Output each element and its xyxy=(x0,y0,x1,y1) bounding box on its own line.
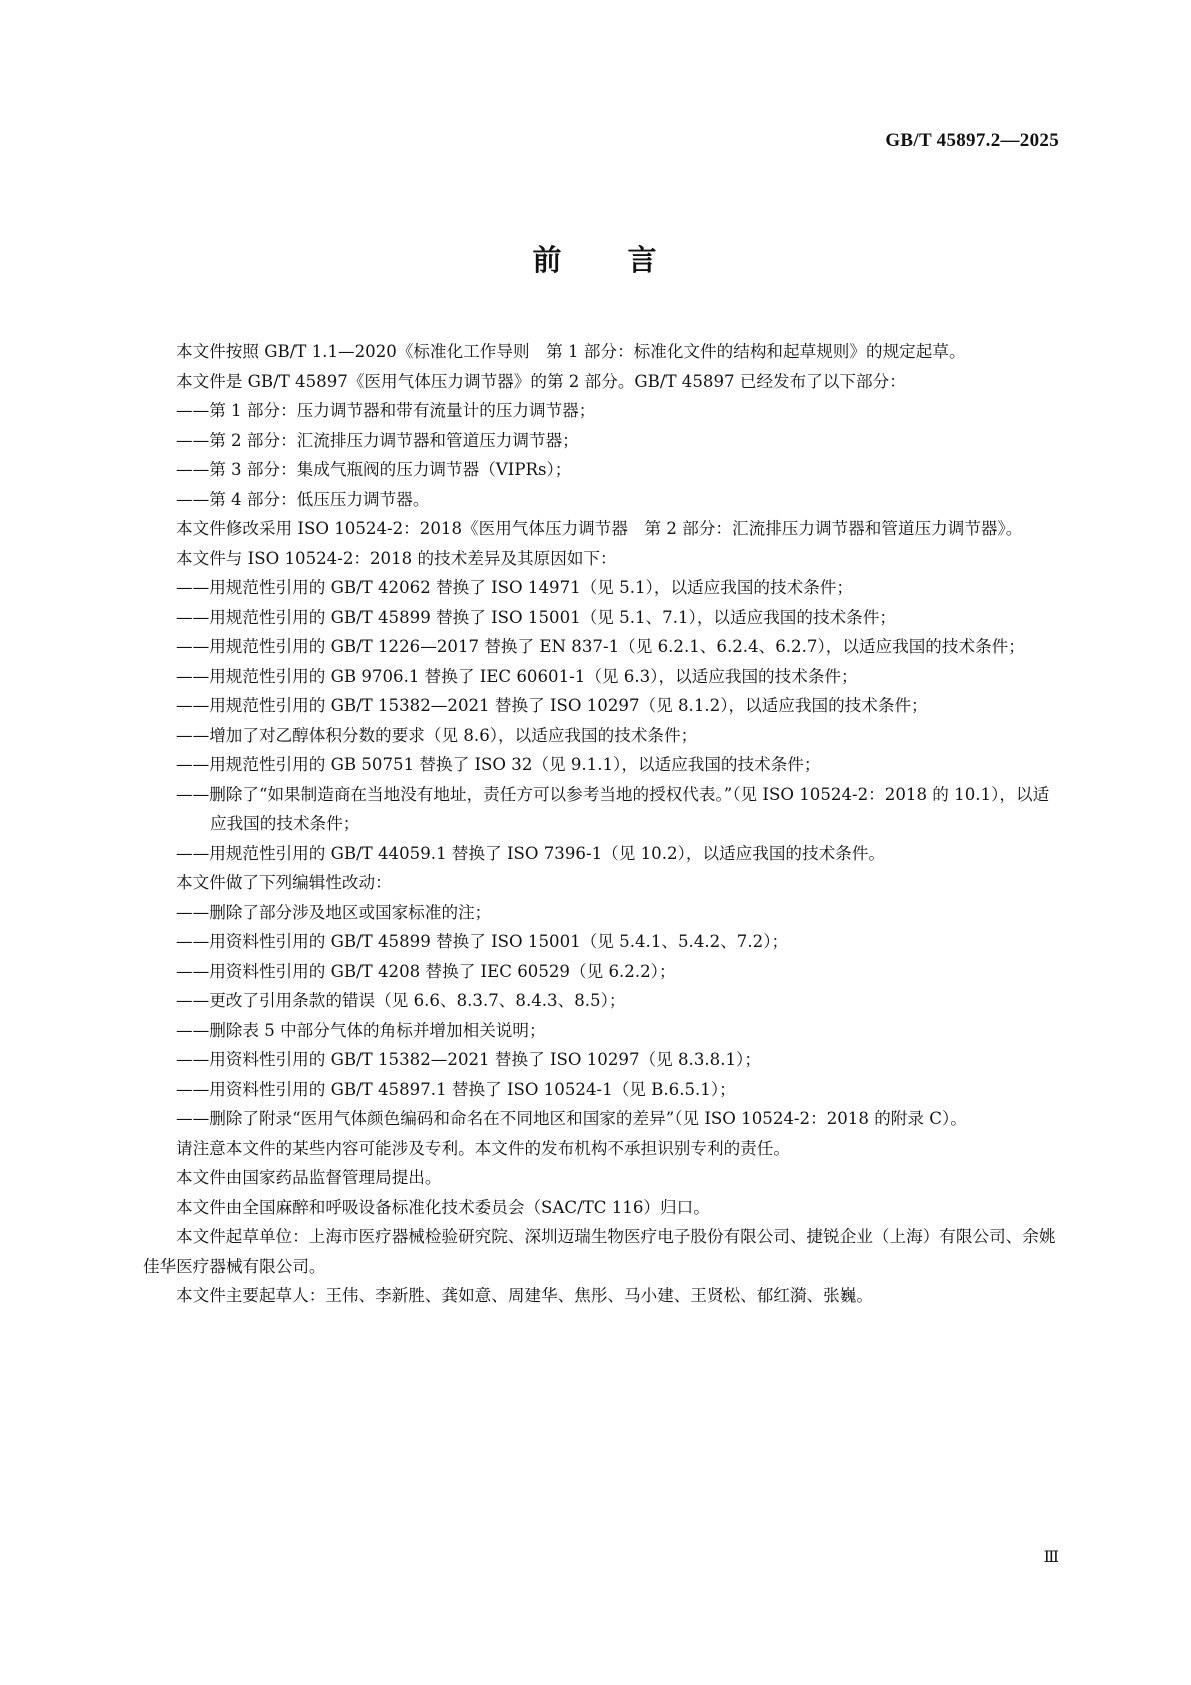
list-item: ——第 1 部分：压力调节器和带有流量计的压力调节器； xyxy=(176,401,596,420)
list-item: ——删除了附录“医用气体颜色编码和命名在不同地区和国家的差异”（见 ISO 10524-2：2018 的附录 C）。 xyxy=(176,1109,967,1128)
paragraph: 本文件按照 GB/T 1.1—2020《标准化工作导则 第 1 部分：标准化文件的结构和起草规则》的规定起草。 xyxy=(176,342,966,361)
list-item: ——用规范性引用的 GB/T 15382—2021 替换了 ISO 10297（见 8.1.2），以适应我国的技术条件； xyxy=(176,696,928,715)
paragraph: 本文件是 GB/T 45897《医用气体压力调节器》的第 2 部分。GB/T 45897 已经发布了以下部分： xyxy=(176,371,906,391)
paragraph: 本文件做了下列编辑性改动： xyxy=(176,873,392,892)
list-item: ——用资料性引用的 GB/T 4208 替换了 IEC 60529（见 6.2.2）； xyxy=(176,961,676,981)
paragraph: 请注意本文件的某些内容可能涉及专利。本文件的发布机构不承担识别专利的责任。 xyxy=(176,1138,790,1158)
list-item: ——删除表 5 中部分气体的角标并增加相关说明； xyxy=(176,1020,546,1040)
document-code: GB/T 45897.2—2025 xyxy=(885,130,1059,151)
list-item: ——用规范性引用的 GB 9706.1 替换了 IEC 60601-1（见 6.3），以适应我国的技术条件； xyxy=(176,666,858,686)
list-item: ——更改了引用条款的错误（见 6.6、8.3.7、8.4.3、8.5）； xyxy=(176,991,626,1010)
page-number: Ⅲ xyxy=(1043,1549,1059,1566)
list-item: ——用规范性引用的 GB/T 45899 替换了 ISO 15001（见 5.1、7.1），以适应我国的技术条件； xyxy=(176,607,896,627)
paragraph: 本文件起草单位：上海市医疗器械检验研究院、深圳迈瑞生物医疗电子股份有限公司、捷锐企业（上海）有限公司、余姚佳华医疗器械有限公司。 xyxy=(143,1227,1056,1276)
page-title: 前 言 xyxy=(532,243,659,277)
list-item: ——用资料性引用的 GB/T 15382—2021 替换了 ISO 10297（见 8.3.8.1）； xyxy=(176,1050,761,1069)
list-item: ——用规范性引用的 GB/T 1226—2017 替换了 EN 837-1（见 6.2.1、6.2.4、6.2.7），以适应我国的技术条件； xyxy=(176,637,1025,656)
list-item: ——用规范性引用的 GB/T 42062 替换了 ISO 14971（见 5.1），以适应我国的技术条件； xyxy=(176,578,853,597)
list-item: ——增加了对乙醇体积分数的要求（见 8.6），以适应我国的技术条件； xyxy=(176,725,698,745)
list-item: ——用规范性引用的 GB/T 44059.1 替换了 ISO 7396-1（见 10.2），以适应我国的技术条件。 xyxy=(176,843,885,863)
list-item: ——第 3 部分：集成气瓶阀的压力调节器（VIPRs）； xyxy=(176,460,572,479)
list-item: ——用资料性引用的 GB/T 45897.1 替换了 ISO 10524-1（见 B.6.5.1）； xyxy=(176,1079,736,1099)
list-item: ——第 2 部分：汇流排压力调节器和管道压力调节器； xyxy=(176,430,579,450)
list-item: ——用规范性引用的 GB 50751 替换了 ISO 32（见 9.1.1），以适应我国的技术条件； xyxy=(176,755,821,774)
list-item: ——第 4 部分：低压压力调节器。 xyxy=(176,489,430,509)
list-item: ——删除了“如果制造商在当地没有地址，责任方可以参考当地的授权代表。”（见 ISO 10524-2：2018 的 10.1），以适应我国的技术条件； xyxy=(176,784,1050,833)
list-item: ——删除了部分涉及地区或国家标准的注； xyxy=(176,902,492,922)
paragraph: 本文件与 ISO 10524-2：2018 的技术差异及其原因如下： xyxy=(176,548,617,568)
foreword-body xyxy=(143,337,1058,1311)
paragraph: 本文件主要起草人：王伟、李新胜、龚如意、周建华、焦彤、马小建、王贤松、郁红漪、张巍。 xyxy=(176,1286,873,1305)
paragraph: 本文件由国家药品监督管理局提出。 xyxy=(176,1168,442,1187)
list-item: ——用资料性引用的 GB/T 45899 替换了 ISO 15001（见 5.4.1、5.4.2、7.2）； xyxy=(176,932,789,951)
paragraph: 本文件修改采用 ISO 10524-2：2018《医用气体压力调节器 第 2 部分：汇流排压力调节器和管道压力调节器》。 xyxy=(176,519,1023,538)
paragraph: 本文件由全国麻醉和呼吸设备标准化技术委员会（SAC/TC 116）归口。 xyxy=(176,1197,710,1217)
